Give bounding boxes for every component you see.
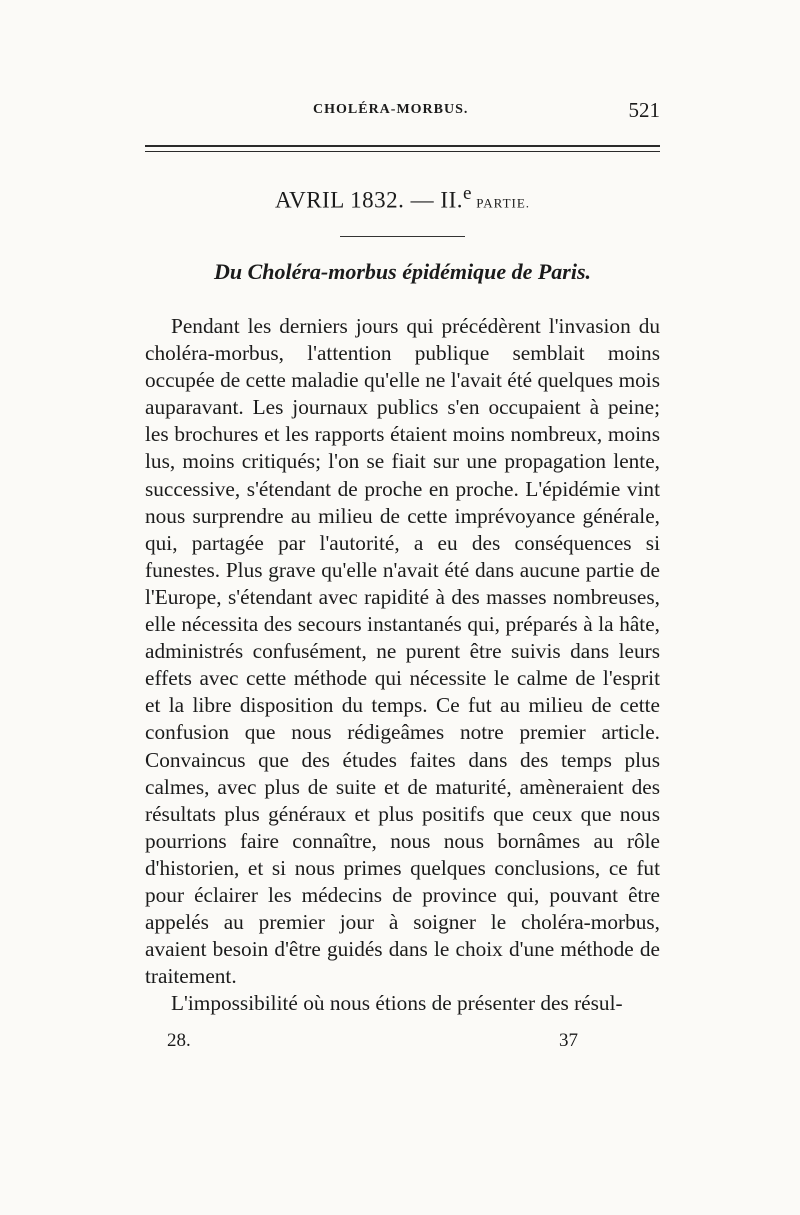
running-head (145, 98, 660, 128)
page-footer (145, 1030, 660, 1058)
sheet-number: 37 (559, 1030, 578, 1051)
body-paragraph-2: L'impossibilité où nous étions de présenter des résul- (171, 991, 623, 1016)
title-separator-rule (340, 236, 465, 237)
section-title-superscript: e (462, 183, 472, 204)
section-title (145, 183, 660, 214)
body-paragraph-1: Pendant les derniers jours qui précédèrent l'invasion du choléra-morbus, l'attention publique semblait moins occupée de cette maladie qu'elle ne l'avait été quelques mois auparavant. Les journaux publics s'en occupaient à peine; les brochures et les rapports étaient moins nombreux, moins lus, moins critiqués; l'on se fiait sur une propagation lente, successive, s'étendant de proche en proche. L'épidémie vint nous surprendre au milieu de cette imprévoyance générale, qui, partagée par l'autorité, a eu des conséquences si funestes. Plus grave qu'elle n'avait été dans aucune partie de l'Europe, s'étendant avec rapidité à des masses nombreuses, elle nécessita des secours instantanés qui, préparés à la hâte, administrés confusément, ne purent être suivis dans leurs effets avec cette méthode qui nécessite le calme de l'esprit et la libre disposition du temps. Ce fut au milieu de cette confusion que nous rédigeâmes notre premier article. Convaincus que des études faites dans des temps plus calmes, avec plus de suite et de maturité, amèneraient des résultats plus généraux et plus positifs que ceux que nous pourrions faire connaître, nous nous bornâmes au rôle d'historien, et si nous primes quelques conclusions, ce fut pour éclairer les médecins de province qui, pouvant être appelés au premier jour à soigner le choléra-morbus, avaient besoin d'être guidés dans le choix d'une méthode de traitement. (145, 314, 660, 989)
article-title: Du Choléra-morbus épidémique de Paris. (213, 259, 592, 284)
page-number: 521 (628, 98, 660, 122)
signature-mark: 28. (167, 1030, 191, 1051)
header-double-rule (145, 145, 660, 152)
running-title: CHOLÉRA-MORBUS. (313, 102, 469, 117)
section-title-part: PARTIE. (472, 195, 531, 211)
section-title-main: AVRIL 1832. — II. (274, 187, 463, 213)
article-body (145, 313, 660, 1017)
